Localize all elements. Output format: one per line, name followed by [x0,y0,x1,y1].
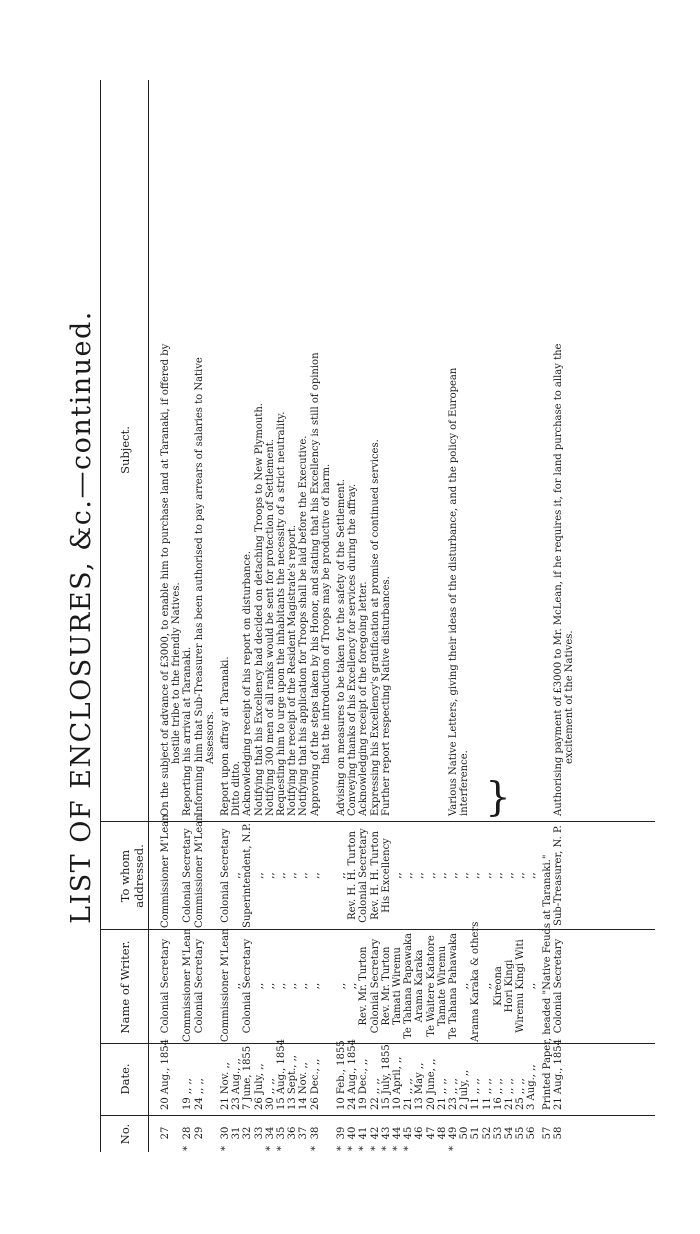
row-no: 50 [459,1126,471,1140]
row-date: 16 ,, ,, [492,1078,504,1110]
row-whom: ,, [231,872,243,879]
row-writer: Arama Karaka [414,949,426,1023]
brace-native-letters: } [485,774,511,821]
row-star: * [336,1146,347,1151]
row-date: 25 ,, ,, [515,1078,527,1110]
row-no: 55 [515,1126,527,1140]
row-star: * [276,1146,287,1151]
row-writer: ,, [264,982,276,990]
table-row [370,0,381,1234]
row-whom: ,, [459,872,471,879]
row-writer: ,, [231,982,243,990]
table-row [542,0,553,1234]
row-subject: Requesting him to urge upon the inhabitants the necessity of a strict neutrality. [276,411,287,816]
row-no: 45 [403,1126,415,1140]
row-writer: Hori Kingi [504,959,515,1013]
row-whom: Commissioner M'Lean [160,814,171,928]
row-date: 19 Dec., ,, [358,1058,370,1110]
header-date: Date. [118,1063,132,1095]
row-whom: ,, [481,872,493,879]
row-no: 41 [358,1126,370,1140]
row-no: 32 [242,1126,254,1140]
row-no: 37 [298,1126,310,1140]
row-date: 21 ,, ,, [403,1078,415,1110]
row-whom: Colonial Secretary [358,828,370,923]
row-date: 11 ,, ,, [481,1078,493,1110]
row-whom: ,, [414,872,426,879]
header-no: No. [118,1123,132,1145]
row-writer: ,, [526,982,538,990]
row-no: 52 [481,1126,493,1140]
table-row [171,0,182,1234]
row-whom: ,, [436,872,448,879]
row-star: * [220,1146,231,1151]
row-date: 21 ,, ,, [504,1078,515,1110]
row-star: * [380,1146,392,1151]
row-subject: that the introduction of Troops may be productive of harm. [320,463,332,764]
row-no: 56 [526,1126,538,1140]
row-subject: Acknowledging receipt of his report on disturbance. [242,550,254,816]
row-writer: Te Tahana Papawaka [403,933,415,1039]
row-star: * [448,1146,459,1151]
row-writer: Tamate Wiremu [436,945,448,1027]
row-writer: ,, [481,982,493,990]
row-date: 13 Sept., ,, [287,1055,299,1110]
row-no: 53 [492,1126,504,1140]
row-subject: Notifying 300 men of all ranks would be sent for protection of Settlement. [264,439,276,816]
row-no: 27 [160,1126,171,1140]
row-no: 36 [287,1126,299,1140]
row-no: 38 [309,1126,321,1140]
page-title: LIST OF ENCLOSURES, &c.—continued. [66,310,97,924]
row-date: 15 Aug., 1854 [276,1039,287,1110]
header-top-rule [100,80,101,1152]
row-whom: ,, [287,872,299,879]
row-no: 31 [231,1126,243,1140]
row-date: 10 Feb., 1855 [336,1040,347,1110]
row-whom: ,, [298,872,310,879]
row-writer: ,, [298,982,310,990]
row-star: * [358,1146,370,1151]
row-subject: Conveying thanks of his Excellency for services during the affray. [347,483,359,816]
table-row [182,0,193,1234]
row-writer: Colonial Secretary [242,938,254,1034]
row-whom: Colonial Secretary [220,828,231,923]
row-star: * [347,1146,359,1151]
row-whom: ,, [425,872,437,879]
table-row [482,0,493,1234]
row-date: 22 ,, ,, [369,1078,381,1110]
row-no: 49 [448,1126,459,1140]
table-row [298,0,309,1234]
table-row [459,0,470,1234]
table-row [381,0,392,1234]
row-star: * [182,1146,194,1151]
row-whom: ,, [336,872,347,879]
row-writer: ,, [253,982,265,990]
table-row [358,0,369,1234]
row-date: 26 July, ,, [253,1063,265,1110]
table-row [231,0,242,1234]
row-subject: Notifying that his application for Troops shall be laid before the Executive. [298,435,310,816]
table-row [515,0,526,1234]
row-whom: ,, [264,872,276,879]
header-bottom-rule [148,80,149,1152]
row-whom: Rev. H. H. Turton [347,831,359,920]
row-subject: Report upon affray at Taranaki. [220,656,231,816]
row-writer: ,, [459,982,471,990]
row-no: 44 [392,1126,403,1140]
row-date: Printed Paper, headed "Native Feuds at Taranaki." [541,854,553,1110]
row-date: 23 Aug., ,, [231,1058,243,1110]
row-whom: Rev. H. H. Turton [369,831,381,920]
table-row [242,0,253,1234]
row-no: 29 [193,1126,205,1140]
row-subject: Further report respecting Native disturbances. [380,576,392,816]
row-no: 51 [470,1126,482,1140]
row-writer: Colonial Secretary [193,938,205,1034]
row-subject: Notifying the receipt of the Resident Magistrate's report. [287,524,299,816]
row-writer: ,, [336,982,347,990]
table-row [414,0,425,1234]
table-row [493,0,504,1234]
row-date: 24 Aug., 1854 [347,1039,359,1110]
table-row [160,0,171,1234]
row-date: 23 ,, ,, [448,1078,459,1110]
row-no: 46 [414,1126,426,1140]
row-star: * [264,1146,276,1151]
row-date: 14 Nov. ,, [298,1062,310,1110]
row-whom: ,, [504,872,515,879]
row-date: 21 ,, ,, [436,1078,448,1110]
row-whom: ,, [309,872,321,879]
row-subject: excitement of the Natives. [564,630,575,764]
row-date: 26 Dec., ,, [309,1058,321,1110]
table-row [553,0,564,1234]
row-no: 33 [253,1126,265,1140]
row-date: 21 Nov. ,, [220,1062,231,1110]
row-no: 42 [369,1126,381,1140]
row-date: 20 Aug., 1854 [160,1039,171,1110]
row-subject: Authorising payment of £3000 to Mr. McLean, if he requires it, for land purchase to allay the [552,343,564,816]
row-writer: ,, [287,982,299,990]
row-whom: ,, [276,872,287,879]
row-no: 40 [347,1126,359,1140]
row-subject: Various Native Letters, giving their ideas of the disturbance, and the policy of European [448,367,459,816]
table-row [504,0,515,1234]
row-writer: Colonial Secretary [552,938,564,1034]
row-subject: Informing him that Sub-Treasurer has been authorised to pay arrears of salaries to Native [193,357,205,816]
row-whom: Colonial Secretary [182,828,194,923]
table-row [220,0,231,1234]
row-date: 7 June, 1855 [242,1045,254,1110]
table-row [254,0,265,1234]
row-star: * [403,1146,415,1151]
row-writer: Te Tahana Pahawaka [448,933,459,1040]
row-writer: Commissioner M'Lean [220,928,231,1042]
row-date: 21 Aug., 1854 [552,1039,564,1110]
header-subject: Subject. [118,426,132,474]
row-star: * [369,1146,381,1151]
row-whom: ,, [526,872,538,879]
row-date: 19 ,, ,, [182,1078,194,1110]
row-writer: Wiremu Kingi Witi [515,939,527,1033]
row-whom: ,, [448,872,459,879]
row-writer: Rev. Mr. Turton [358,946,370,1026]
table-row [194,0,205,1234]
row-writer: ,, [347,982,359,990]
row-no: 48 [436,1126,448,1140]
header-writer: Name of Writer. [118,940,132,1034]
table-row [437,0,448,1234]
row-subject: interference. [459,750,471,816]
row-writer: ,, [276,982,287,990]
row-subject: Approving of the steps taken by his Honor, and stating that his Excellency is still of opinion [309,352,321,816]
row-subject: Acknowledging receipt of the foregoing letter. [358,581,370,816]
row-whom: ,, [515,872,527,879]
row-whom: ,, [253,872,265,879]
table-row [276,0,287,1234]
row-no: 54 [504,1126,515,1140]
row-writer: Rev. Mr. Turton [380,946,392,1026]
row-date: 3 Aug., ,, [526,1064,538,1110]
row-no: 28 [182,1126,194,1140]
row-no: 30 [220,1126,231,1140]
row-date: 13 May ,, [414,1062,426,1110]
row-no: 58 [552,1126,564,1140]
row-subject: hostile tribe to the friendly Natives. [171,582,183,764]
row-no: 57 [541,1126,553,1140]
row-subject: Advising on measures to be taken for the safety of the Settlement. [336,479,347,816]
row-no: 34 [264,1126,276,1140]
table-row [392,0,403,1234]
row-date: 24 ,, ,, [193,1078,205,1110]
row-date: 11 ,, ,, [470,1078,482,1110]
row-date: 15 July, 1855 [380,1044,392,1110]
row-no: 47 [425,1126,437,1140]
row-subject: Assessors. [204,711,216,764]
table-row [564,0,575,1234]
row-date: 30 ,, ,, [264,1078,276,1110]
row-writer: Commissioner M'Lean [182,928,194,1042]
row-whom: ,, [392,872,403,879]
row-writer: ,, [309,982,321,990]
row-subject: Expressing his Excellency's gratification at promise of continued services. [369,439,381,816]
table-row [526,0,537,1234]
table-row [336,0,347,1234]
table-row [321,0,332,1234]
row-writer: Te Waitere Katatore [425,935,437,1037]
table-row [448,0,459,1234]
row-whom: Commissioner M'Lean [193,814,205,928]
row-whom: ,, [403,872,415,879]
row-date: 20 June, ,, [425,1058,437,1110]
row-no: 39 [336,1126,347,1140]
row-date: 2 July, ,, [459,1069,471,1110]
table-row [403,0,414,1234]
table-row [310,0,321,1234]
row-no: 35 [276,1126,287,1140]
header-whom: To whom addressed. [118,844,146,908]
row-whom: Superintendent, N.P. [242,823,254,928]
row-writer: Colonial Secretary [160,938,171,1034]
row-subject: Ditto ditto. [231,760,243,816]
table-row [265,0,276,1234]
row-star: * [309,1146,321,1151]
table-row [287,0,298,1234]
row-subject: Notifying that his Excellency had decided on detaching Troops to New Plymouth. [253,403,265,816]
row-subject: On the subject of advance of £3000, to enable him to purchase land at Taranaki, if offered by [160,343,171,816]
table-row [205,0,216,1234]
row-date: 10 April, ,, [392,1056,403,1110]
row-no: 43 [380,1126,392,1140]
table-row [426,0,437,1234]
table-row [470,0,481,1234]
row-whom: ,, [470,872,482,879]
row-subject: Reporting his arrival at Taranaki. [182,646,194,816]
row-whom: Sub-Treasurer, N. P. [552,825,564,926]
row-star: * [392,1146,403,1151]
row-whom: ,, [492,872,504,879]
row-writer: Arama Karaka & others [470,921,482,1042]
row-whom: His Excellency [380,838,392,913]
row-writer: Kireona [492,966,504,1006]
row-writer: Tamati Wiremu [392,947,403,1025]
table-row [347,0,358,1234]
row-writer: Colonial Secretary [369,938,381,1034]
